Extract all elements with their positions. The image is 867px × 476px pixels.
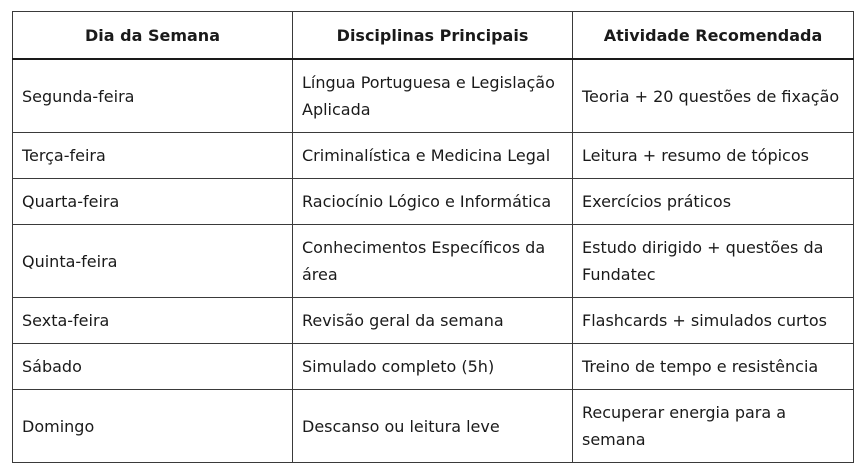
table-row	[13, 59, 854, 133]
cell-activity: Treino de tempo e resistência	[573, 344, 854, 390]
header-row	[13, 12, 854, 60]
cell-subjects: Revisão geral da semana	[293, 298, 573, 344]
cell-activity: Flashcards + simulados curtos	[573, 298, 854, 344]
cell-day: Domingo	[13, 390, 293, 463]
cell-day: Terça-feira	[13, 133, 293, 179]
table-row	[13, 390, 854, 463]
table-row	[13, 344, 854, 390]
cell-subjects: Simulado completo (5h)	[293, 344, 573, 390]
table-row	[13, 298, 854, 344]
table-body	[13, 59, 854, 463]
cell-subjects: Língua Portuguesa e Legislação Aplicada	[293, 59, 573, 133]
header-subjects: Disciplinas Principais	[293, 12, 573, 60]
header-activity: Atividade Recomendada	[573, 12, 854, 60]
cell-subjects: Descanso ou leitura leve	[293, 390, 573, 463]
table-row	[13, 133, 854, 179]
cell-day: Sábado	[13, 344, 293, 390]
cell-subjects: Conhecimentos Específicos da área	[293, 225, 573, 298]
header-day: Dia da Semana	[13, 12, 293, 60]
table-row	[13, 179, 854, 225]
cell-activity: Teoria + 20 questões de fixação	[573, 59, 854, 133]
study-schedule-table-container	[12, 11, 853, 463]
cell-activity: Recuperar energia para a semana	[573, 390, 854, 463]
cell-subjects: Criminalística e Medicina Legal	[293, 133, 573, 179]
cell-activity: Leitura + resumo de tópicos	[573, 133, 854, 179]
study-schedule-table	[12, 11, 854, 463]
cell-day: Quarta-feira	[13, 179, 293, 225]
table-row	[13, 225, 854, 298]
cell-day: Sexta-feira	[13, 298, 293, 344]
cell-day: Segunda-feira	[13, 59, 293, 133]
table-header	[13, 12, 854, 60]
cell-day: Quinta-feira	[13, 225, 293, 298]
cell-activity: Estudo dirigido + questões da Fundatec	[573, 225, 854, 298]
cell-subjects: Raciocínio Lógico e Informática	[293, 179, 573, 225]
cell-activity: Exercícios práticos	[573, 179, 854, 225]
